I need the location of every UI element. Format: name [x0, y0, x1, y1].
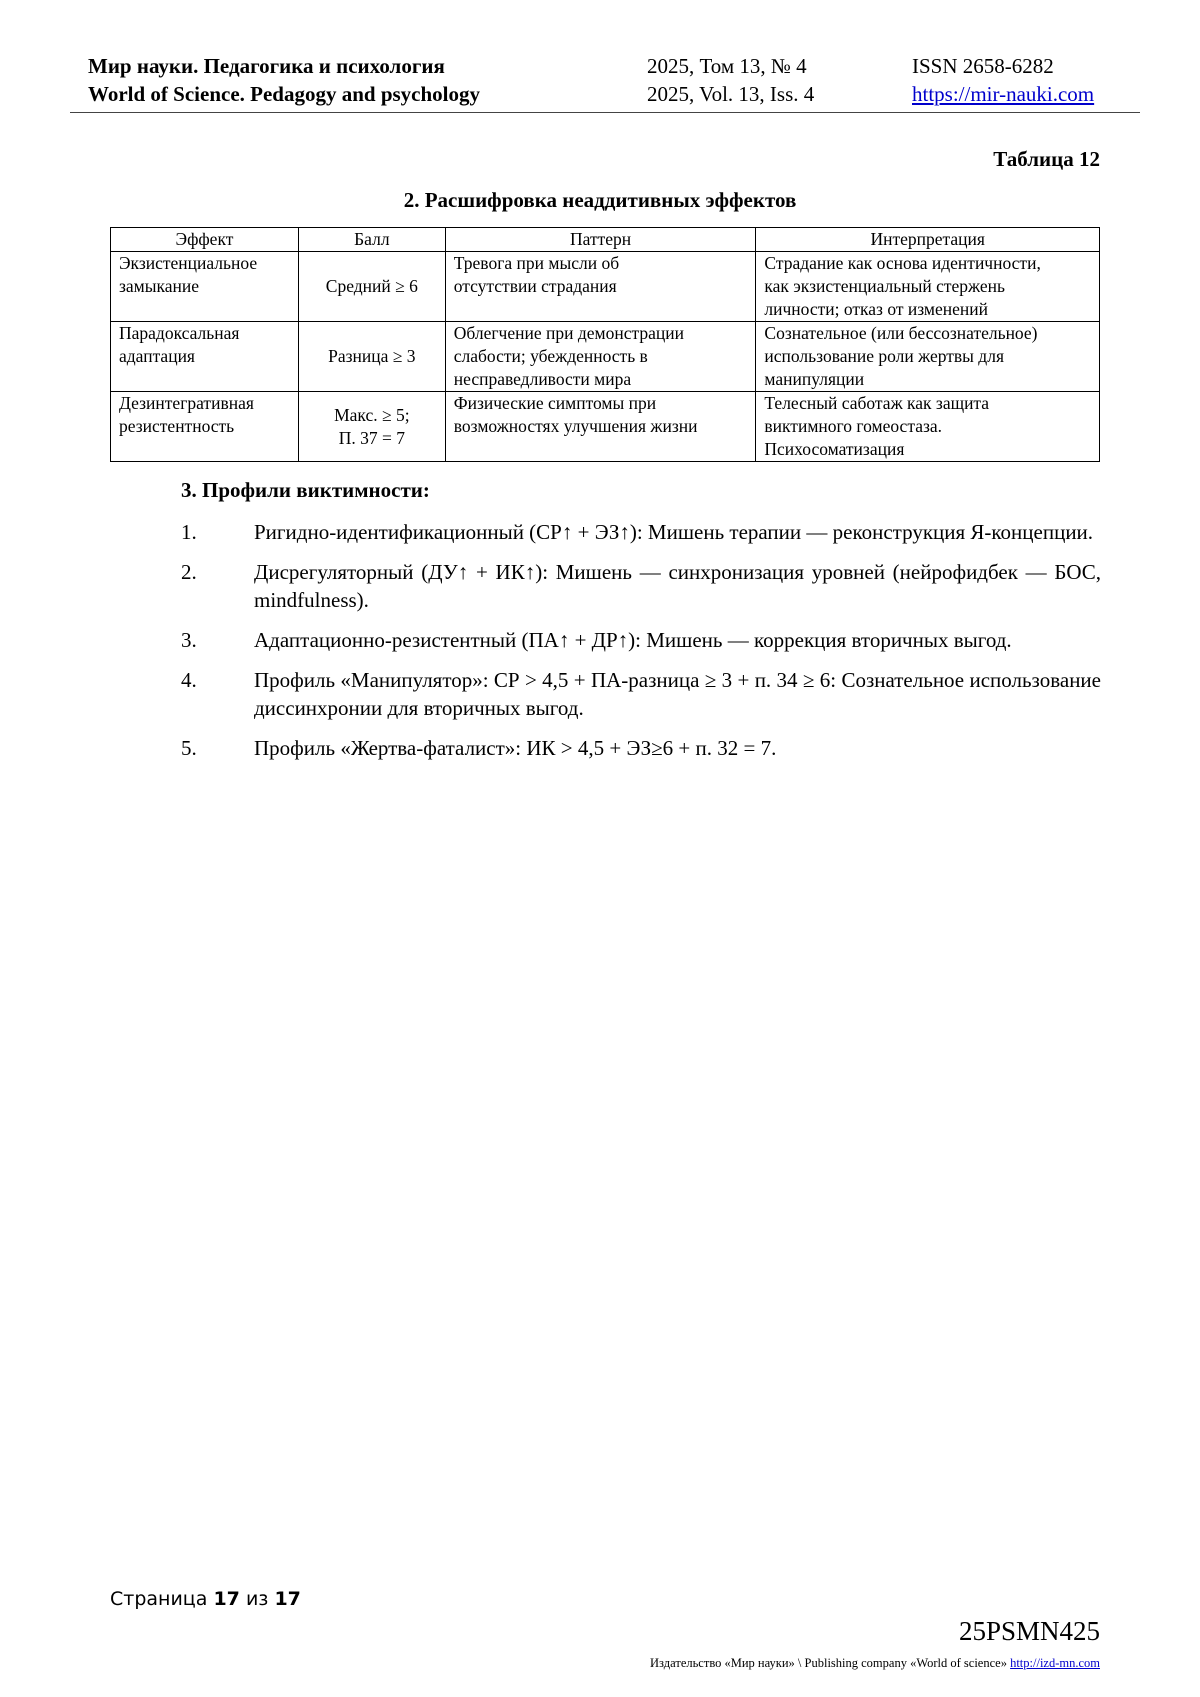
page-separator: из: [245, 1588, 269, 1610]
cell-score: [298, 392, 445, 462]
cell-line: использование роли жертвы для: [764, 346, 1004, 366]
list-item-text: Ригидно-идентификационный (СР↑ + ЭЗ↑): Мишень терапии — реконструкция Я-концепции.: [254, 520, 1094, 544]
journal-title-en: World of Science. Pedagogy and psychology: [88, 82, 481, 106]
publisher-url-link[interactable]: http://izd-mn.com: [1010, 1656, 1100, 1670]
list-item-number: 4.: [181, 668, 197, 692]
cell-line: несправедливости мира: [453, 369, 632, 389]
column-header-score: Балл: [298, 228, 445, 252]
profiles-list: [181, 518, 1101, 774]
effects-table: [110, 227, 1100, 462]
cell-interpretation: [756, 252, 1100, 322]
cell-line: адаптация: [119, 346, 195, 366]
table-header-row: [111, 228, 1100, 252]
cell-line: резистентность: [119, 416, 235, 436]
page-number: [110, 1588, 301, 1610]
cell-line: Разница ≥ 3: [328, 346, 416, 366]
page-header: [70, 52, 1140, 113]
issue-info: [647, 52, 814, 108]
list-item-text: Профиль «Жертва-фаталист»: ИК > 4,5 + ЭЗ≥6 + п. 32 = 7.: [254, 736, 777, 760]
cell-line: возможностях улучшения жизни: [453, 416, 698, 436]
cell-line: виктимного гомеостаза.: [764, 416, 943, 436]
list-item-text: Дисрегуляторный (ДУ↑ + ИК↑): Мишень — синхронизация уровней (нейрофидбек — БОС, mindfulness).: [254, 560, 1101, 612]
list-item-number: 2.: [181, 560, 197, 584]
table-row: [111, 322, 1100, 392]
cell-line: Экзистенциальное: [119, 253, 258, 273]
publisher-line: [650, 1656, 1100, 1671]
cell-line: личности; отказ от изменений: [764, 299, 988, 319]
list-item-number: 3.: [181, 628, 197, 652]
article-code: 25PSMN425: [958, 1616, 1100, 1646]
cell-line: Макс. ≥ 5;: [334, 404, 410, 425]
cell-effect: [111, 392, 299, 462]
column-header-pattern: Паттерн: [445, 228, 756, 252]
cell-line: замыкание: [119, 276, 200, 296]
table-row: [111, 252, 1100, 322]
publisher-text: Издательство «Мир науки» \ Publishing company «World of science»: [650, 1656, 1007, 1670]
page-total: 17: [274, 1588, 301, 1610]
cell-line: Дезинтегративная: [119, 393, 254, 413]
cell-pattern: [445, 252, 756, 322]
cell-line: Тревога при мысли об: [453, 253, 620, 273]
cell-line: Телесный саботаж как защита: [764, 393, 990, 413]
page-prefix: Страница: [110, 1588, 208, 1610]
cell-effect: [111, 322, 299, 392]
list-item: [181, 626, 1101, 654]
cell-score: [298, 322, 445, 392]
cell-interpretation: [756, 392, 1100, 462]
cell-interpretation: [756, 322, 1100, 392]
issue-ru: 2025, Том 13, № 4: [647, 54, 807, 78]
issn-block: [912, 52, 1094, 108]
list-item-text: Адаптационно-резистентный (ПА↑ + ДР↑): Мишень — коррекция вторичных выгод.: [254, 628, 1012, 652]
cell-pattern: [445, 392, 756, 462]
cell-line: Облегчение при демонстрации: [453, 323, 684, 343]
profiles-section-title: 3. Профили виктимности:: [181, 478, 430, 502]
list-item: [181, 558, 1101, 614]
cell-line: как экзистенциальный стержень: [764, 276, 1006, 296]
table-row: [111, 392, 1100, 462]
cell-line: Физические симптомы при: [453, 393, 657, 413]
list-item: [181, 734, 1101, 762]
page-current: 17: [213, 1588, 240, 1610]
journal-title: [88, 52, 480, 108]
cell-pattern: [445, 322, 756, 392]
cell-effect: [111, 252, 299, 322]
list-item: [181, 666, 1101, 722]
table-title: 2. Расшифровка неаддитивных эффектов: [403, 188, 797, 212]
list-item: [181, 518, 1101, 546]
issue-en: 2025, Vol. 13, Iss. 4: [647, 82, 815, 106]
cell-line: отсутствии страдания: [453, 276, 617, 296]
journal-url-link[interactable]: https://mir-nauki.com: [912, 82, 1095, 106]
cell-line: П. 37 = 7: [338, 427, 405, 448]
cell-line: Парадоксальная: [119, 323, 240, 343]
issn: ISSN 2658-6282: [912, 54, 1054, 78]
column-header-interpretation: Интерпретация: [756, 228, 1100, 252]
cell-line: слабости; убежденность в: [453, 346, 648, 366]
cell-line: Средний ≥ 6: [325, 276, 418, 296]
cell-line: Психосоматизация: [764, 439, 905, 459]
cell-line: Сознательное (или бессознательное): [764, 323, 1038, 343]
cell-line: Страдание как основа идентичности,: [764, 253, 1041, 273]
cell-score: [298, 252, 445, 322]
column-header-effect: Эффект: [111, 228, 299, 252]
list-item-number: 1.: [181, 520, 197, 544]
list-item-number: 5.: [181, 736, 197, 760]
table-caption: Таблица 12: [993, 147, 1100, 171]
cell-line: манипуляции: [764, 369, 865, 389]
list-item-text: Профиль «Манипулятор»: СР > 4,5 + ПА-разница ≥ 3 + п. 34 ≥ 6: Сознательное использование диссинхронии для вторичных выгод.: [254, 668, 1101, 720]
journal-title-ru: Мир науки. Педагогика и психология: [88, 54, 445, 78]
